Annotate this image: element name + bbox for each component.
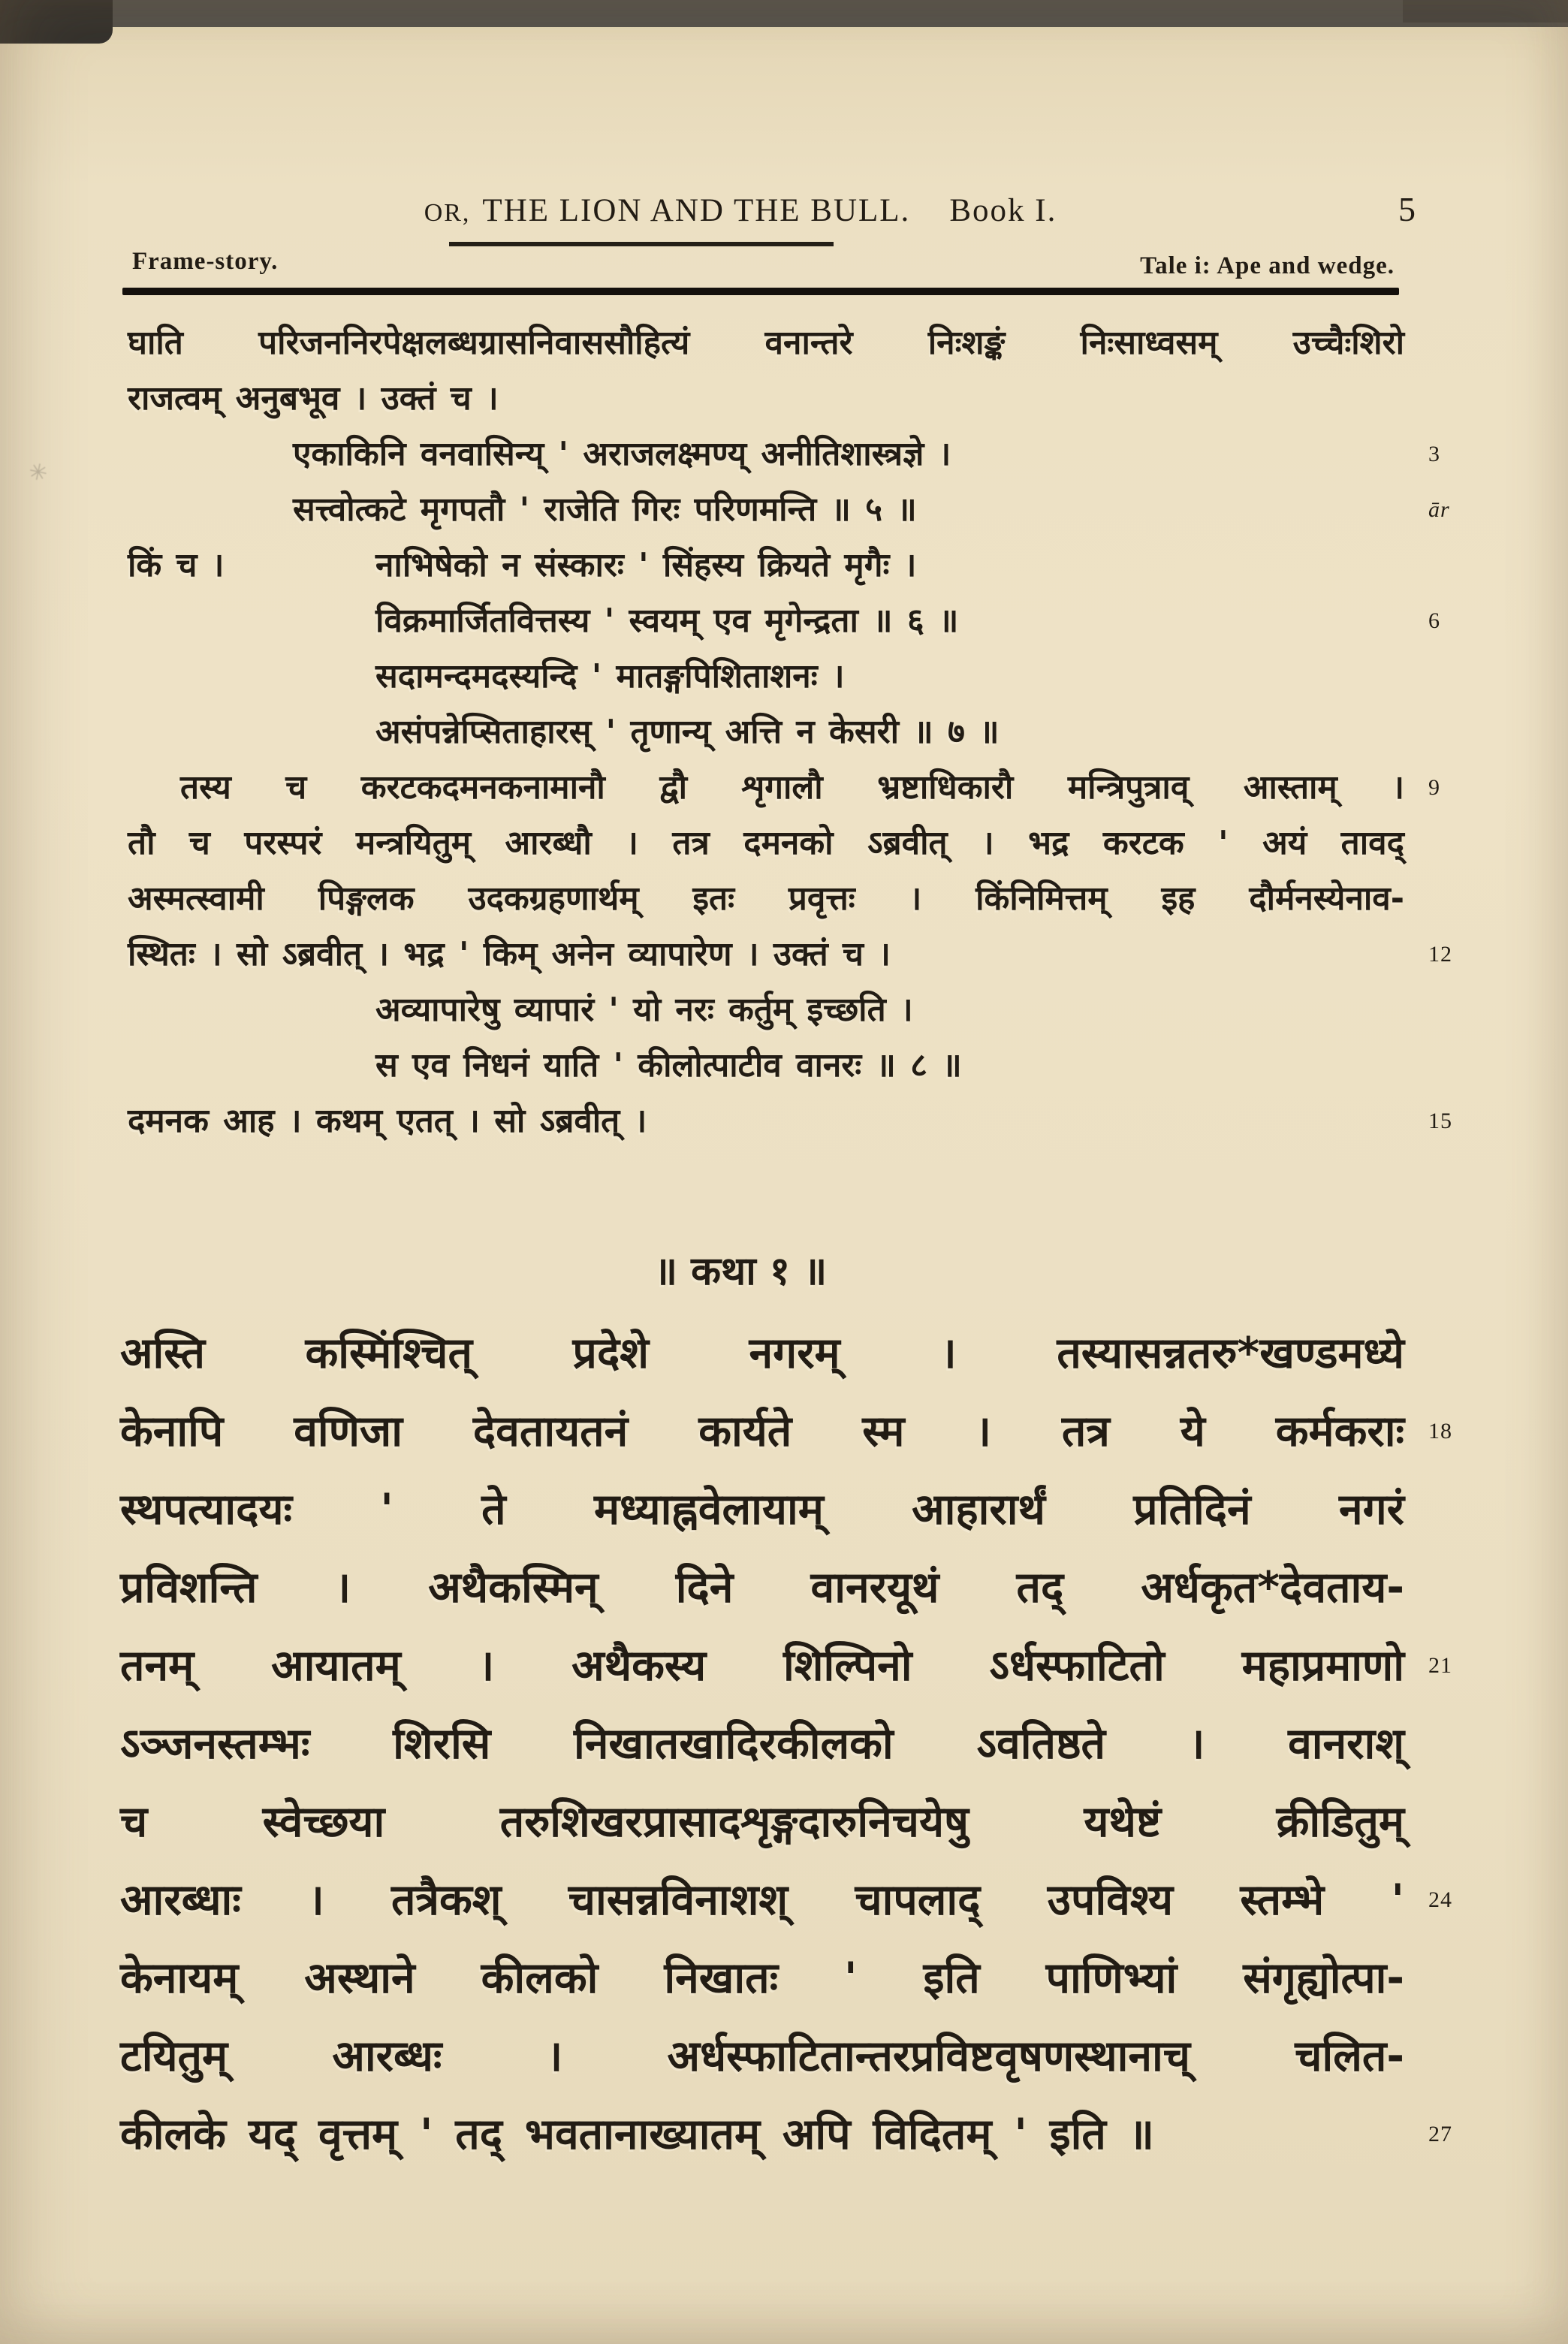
tale-text-block [120, 1314, 1452, 2174]
devanagari-text: स एव निधनं याति ' कीलोत्पाटीव वानरः ॥ ८ ॥ [375, 1046, 962, 1085]
scan-edge-corner-right [1403, 0, 1568, 23]
devanagari-text: एकाकिनि वनवासिन्य् ' अराजलक्ष्मण्य् अनीतिशास्त्रज्ञे । [293, 435, 951, 473]
frame-story-line [128, 538, 1404, 593]
frame-story-line [128, 482, 1450, 538]
devanagari-text: केनायम् अस्थाने कीलको निखातः ' इति पाणिभ्यां संगृह्योत्पा- [120, 1953, 1404, 2003]
devanagari-text: घाति परिजननिरपेक्षलब्धग्रासनिवाससौहित्यं वनान्तरे निःशङ्कं निःसाध्वसम् उच्चैःशिरो [128, 324, 1404, 362]
devanagari-text: केनापि वणिजा देवतायतनं कार्यते स्म । तत्र ये कर्मकराः [120, 1407, 1404, 1456]
tale-line [120, 1705, 1404, 1783]
tale-line [120, 2017, 1404, 2095]
devanagari-text: च स्वेच्छया तरुशिखरप्रासादशृङ्गदारुनिचयेषु यथेष्टं क्रीडितुम् [120, 1797, 1404, 1847]
running-head [0, 192, 1524, 229]
devanagari-text: तौ च परस्परं मन्त्रयितुम् आरब्धौ । तत्र दमनको ऽब्रवीत् । भद्र करटक ' अयं तावद् [128, 824, 1404, 862]
frame-story-line [128, 649, 1404, 704]
frame-story-line [128, 593, 1440, 649]
tale-line [120, 1471, 1404, 1549]
devanagari-text: प्रविशन्ति । अथैकस्मिन् दिने वानरयूथं तद् अर्धकृत*देवताय- [120, 1563, 1404, 1612]
tale-line [120, 1314, 1404, 1392]
frame-story-line [128, 927, 1452, 982]
frame-story-line [128, 760, 1440, 816]
devanagari-text: अस्ति कस्मिंश्चित् प्रदेशे नगरम् । तस्यासन्नतरु*खण्डमध्ये [120, 1329, 1404, 1378]
margin-line-number: 6 [1428, 608, 1440, 633]
margin-note-tale: Tale i: Ape and wedge. [1140, 252, 1395, 279]
frame-story-line [128, 315, 1404, 371]
pencil-mark: ✳ [26, 458, 50, 487]
devanagari-text: तनम् आयातम् । अथैकस्य शिल्पिनो ऽर्धस्फाटितो महाप्रमाणो [120, 1641, 1404, 1691]
frame-story-line [128, 704, 1404, 760]
verse-intro-label: किं च । [128, 546, 225, 584]
devanagari-text: तस्य च करटकदमनकनामानौ द्वौ शृगालौ भ्रष्टाधिकारौ मन्त्रिपुत्राव् आस्ताम् । [180, 768, 1404, 807]
frame-story-line [128, 816, 1404, 871]
tale-line [120, 1939, 1404, 2017]
devanagari-text: सदामन्दमदस्यन्दि ' मातङ्गपिशिताशनः । [375, 657, 845, 695]
frame-story-line [128, 427, 1440, 482]
devanagari-text: विक्रमार्जितवित्तस्य ' स्वयम् एव मृगेन्द्रता ॥ ६ ॥ [375, 602, 959, 640]
tale-line [120, 1549, 1404, 1627]
devanagari-text: दमनक आह । कथम् एतत् । सो ऽब्रवीत् । [128, 1102, 647, 1140]
tale-line [120, 1861, 1452, 1939]
margin-line-number: 9 [1428, 775, 1440, 800]
header-short-rule [449, 242, 834, 246]
margin-line-number: ār [1428, 497, 1450, 522]
margin-line-number: 27 [1428, 2122, 1452, 2146]
frame-story-line [128, 371, 1404, 427]
running-head-book: Book I. [949, 193, 1057, 228]
devanagari-text: स्थितः । सो ऽब्रवीत् । भद्र ' किम् अनेन व्यापारेण । उक्तं च । [128, 935, 891, 973]
devanagari-text: अस्मत्स्वामी पिङ्गलक उदकग्रहणार्थम् इतः प्रवृत्तः । किंनिमित्तम् इह दौर्मनस्येनाव- [128, 879, 1404, 918]
tale-heading: ॥ कथा १ ॥ [653, 1249, 828, 1294]
frame-story-line [128, 982, 1404, 1038]
frame-story-text-block [128, 315, 1452, 1149]
scan-edge-top [0, 0, 1568, 27]
frame-story-line [128, 871, 1404, 927]
tale-line [120, 1627, 1452, 1705]
tale-line [120, 1392, 1452, 1471]
margin-line-number: 15 [1428, 1109, 1452, 1133]
devanagari-text: असंपन्नेप्सिताहारस् ' तृणान्य् अत्ति न केसरी ॥ ७ ॥ [375, 713, 1000, 751]
devanagari-text: नाभिषेको न संस्कारः ' सिंहस्य क्रियते मृगैः । [375, 546, 917, 584]
devanagari-text: राजत्वम् अनुबभूव । उक्तं च । [128, 379, 499, 418]
margin-line-number: 3 [1428, 442, 1440, 466]
header-thick-rule [122, 288, 1399, 295]
tale-line [120, 1783, 1404, 1861]
devanagari-text: कीलके यद् वृत्तम् ' तद् भवतानाख्यातम् अपि विदितम् ' इति ॥ [120, 2110, 1154, 2159]
margin-line-number: 21 [1428, 1653, 1452, 1678]
margin-line-number: 18 [1428, 1419, 1452, 1444]
devanagari-text: टयितुम् आरब्धः । अर्धस्फाटितान्तरप्रविष्टवृषणस्थानाच् चलित- [120, 2032, 1404, 2081]
running-head-prefix: OR, [424, 199, 471, 227]
page-number: 5 [1398, 190, 1416, 228]
devanagari-text: स्थपत्यादयः ' ते मध्याह्नवेलायाम् आहारार्थं प्रतिदिनं नगरं [120, 1485, 1404, 1534]
frame-story-line [128, 1038, 1404, 1094]
devanagari-text: ऽञ्जनस्तम्भः शिरसि निखातखादिरकीलको ऽवतिष्ठते । वानराश् [120, 1719, 1404, 1769]
margin-line-number: 24 [1428, 1887, 1452, 1912]
scan-edge-corner-left [0, 0, 113, 44]
frame-story-line [128, 1094, 1452, 1149]
margin-note-frame-story: Frame-story. [132, 248, 279, 275]
tale-line [120, 2095, 1452, 2174]
devanagari-text: आरब्धाः । तत्रैकश् चासन्नविनाशश् चापलाद् उपविश्य स्तम्भे ' [120, 1875, 1404, 1925]
margin-line-number: 12 [1428, 942, 1452, 967]
running-head-title: THE LION AND THE BULL. [482, 193, 911, 228]
devanagari-text: सत्त्वोत्कटे मृगपतौ ' राजेति गिरः परिणमन्ति ॥ ५ ॥ [293, 490, 917, 529]
devanagari-text: अव्यापारेषु व्यापारं ' यो नरः कर्तुम् इच्छति । [375, 991, 913, 1029]
